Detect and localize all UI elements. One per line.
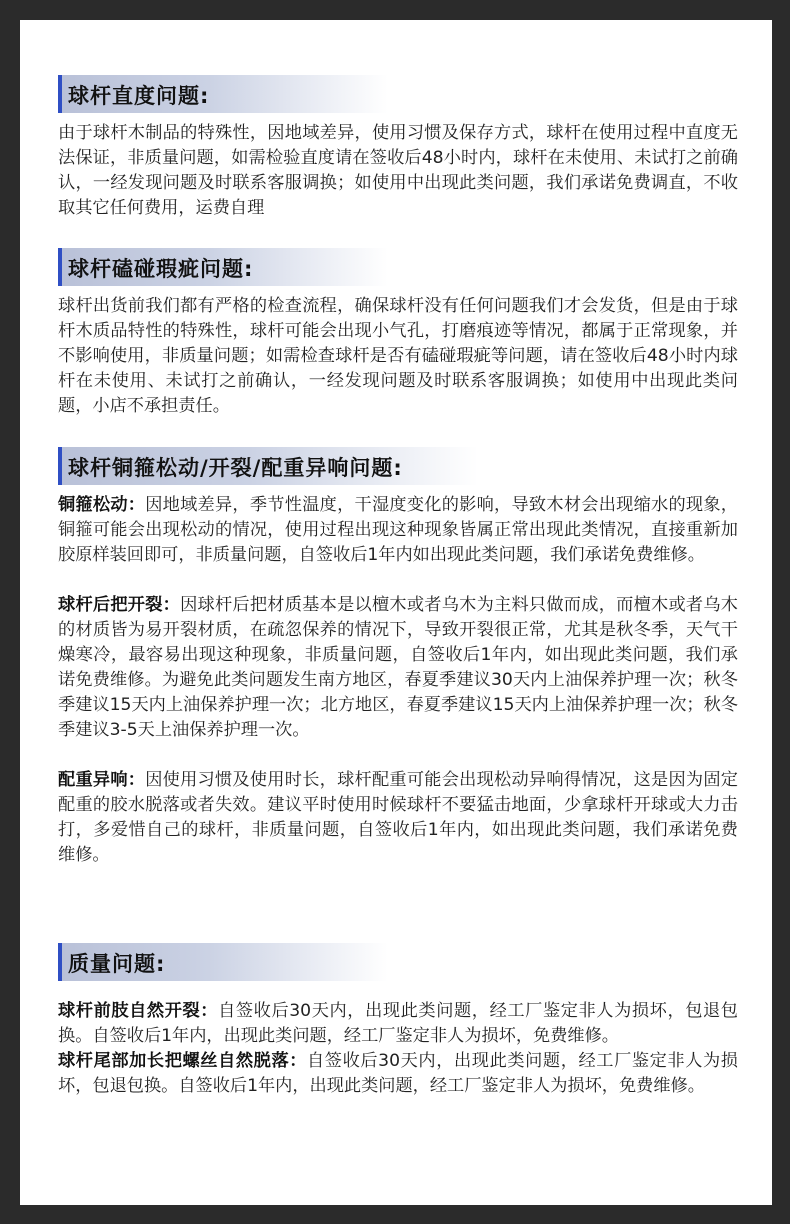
paragraph-lead: 球杆后把开裂：: [58, 595, 181, 615]
page: [20, 20, 772, 1205]
section-heading: [58, 447, 478, 485]
paragraph-text: 因球杆后把材质基本是以檀木或者乌木为主料只做而成，而檀木或者乌木的材质皆为易开裂材质，在疏忽保养的情况下，导致开裂很正常，尤其是秋冬季，天气干燥寒冷，最容易出现这种现象，非质量问题，自签收后1年内，如出现此类问题，我们承诺免费维修。为避免此类问题发生南方地区，春夏季建议30天内上油保养护理一次；秋冬季建议15天内上油保养护理一次；北方地区，春夏季建议15天内上油保养护理一次；秋冬季建议3-5天上油保养护理一次。: [58, 595, 738, 740]
paragraph-text: 因使用习惯及使用时长，球杆配重可能会出现松动异响得情况，这是因为固定配重的胶水脱落或者失效。建议平时使用时候球杆不要猛击地面，少拿球杆开球或大力击打，多爱惜自己的球杆，非质量问题，自签收后1年内，如出现此类问题，我们承诺免费维修。: [58, 770, 738, 865]
section-heading: [58, 943, 388, 981]
section-heading-text: 球杆铜箍松动/开裂/配重异响问题:: [68, 456, 403, 480]
section-straightness: [58, 75, 738, 221]
paragraph-text: 因地域差异，季节性温度，干湿度变化的影响，导致木材会出现缩水的现象，铜箍可能会出现松动的情况，使用过程出现这种现象皆属正常出现此类情况，直接重新加胶原样装回即可，非质量问题，自签收后1年内如出现此类问题，我们承诺免费维修。: [58, 495, 738, 565]
section-quality: [58, 943, 738, 1099]
paragraph-lead: 球杆前肢自然开裂：: [58, 1001, 219, 1021]
paragraph-lead: 铜箍松动：: [58, 495, 146, 515]
paragraph-weight-noise: [58, 768, 738, 868]
paragraph-text: 由于球杆木制品的特殊性，因地域差异，使用习惯及保存方式，球杆在使用过程中直度无法保证，非质量问题，如需检验直度请在签收后48小时内，球杆在未使用、未试打之前确认，一经发现问题及时联系客服调换；如使用中出现此类问题，我们承诺免费调直，不收取其它任何费用，运费自理: [58, 123, 738, 218]
paragraph-shaft-crack: [58, 999, 738, 1049]
paragraph: [58, 294, 738, 419]
paragraph: [58, 121, 738, 221]
section-heading-text: 球杆磕碰瑕疵问题:: [68, 257, 254, 281]
section-heading: [58, 248, 388, 286]
paragraph-ferrule: [58, 493, 738, 568]
paragraph-extension-screw: [58, 1049, 738, 1099]
paragraph-text: 自签收后30天内，出现此类问题，经工厂鉴定非人为损坏，包退包换。自签收后1年内，出现此类问题，经工厂鉴定非人为损坏，免费维修。: [58, 1001, 738, 1046]
section-ferrule-crack-weight: [58, 447, 738, 868]
section-scratch-flaw: [58, 248, 738, 419]
paragraph-text: 自签收后30天内，出现此类问题，经工厂鉴定非人为损坏，包退包换。自签收后1年内，出现此类问题，经工厂鉴定非人为损坏，免费维修。: [58, 1051, 738, 1096]
section-heading: [58, 75, 388, 113]
paragraph-lead: 配重异响：: [58, 770, 146, 790]
section-heading-text: 质量问题:: [68, 952, 166, 976]
paragraph-butt-crack: [58, 593, 738, 743]
paragraph-lead: 球杆尾部加长把螺丝自然脱落：: [58, 1051, 308, 1071]
section-heading-text: 球杆直度问题:: [68, 84, 210, 108]
paragraph-text: 球杆出货前我们都有严格的检查流程，确保球杆没有任何问题我们才会发货，但是由于球杆木质品特性的特殊性，球杆可能会出现小气孔，打磨痕迹等情况，都属于正常现象，并不影响使用，非质量问题；如需检查球杆是否有磕碰瑕疵等问题，请在签收后48小时内球杆在未使用、未试打之前确认，一经发现问题及时联系客服调换；如使用中出现此类问题，小店不承担责任。: [58, 296, 738, 416]
